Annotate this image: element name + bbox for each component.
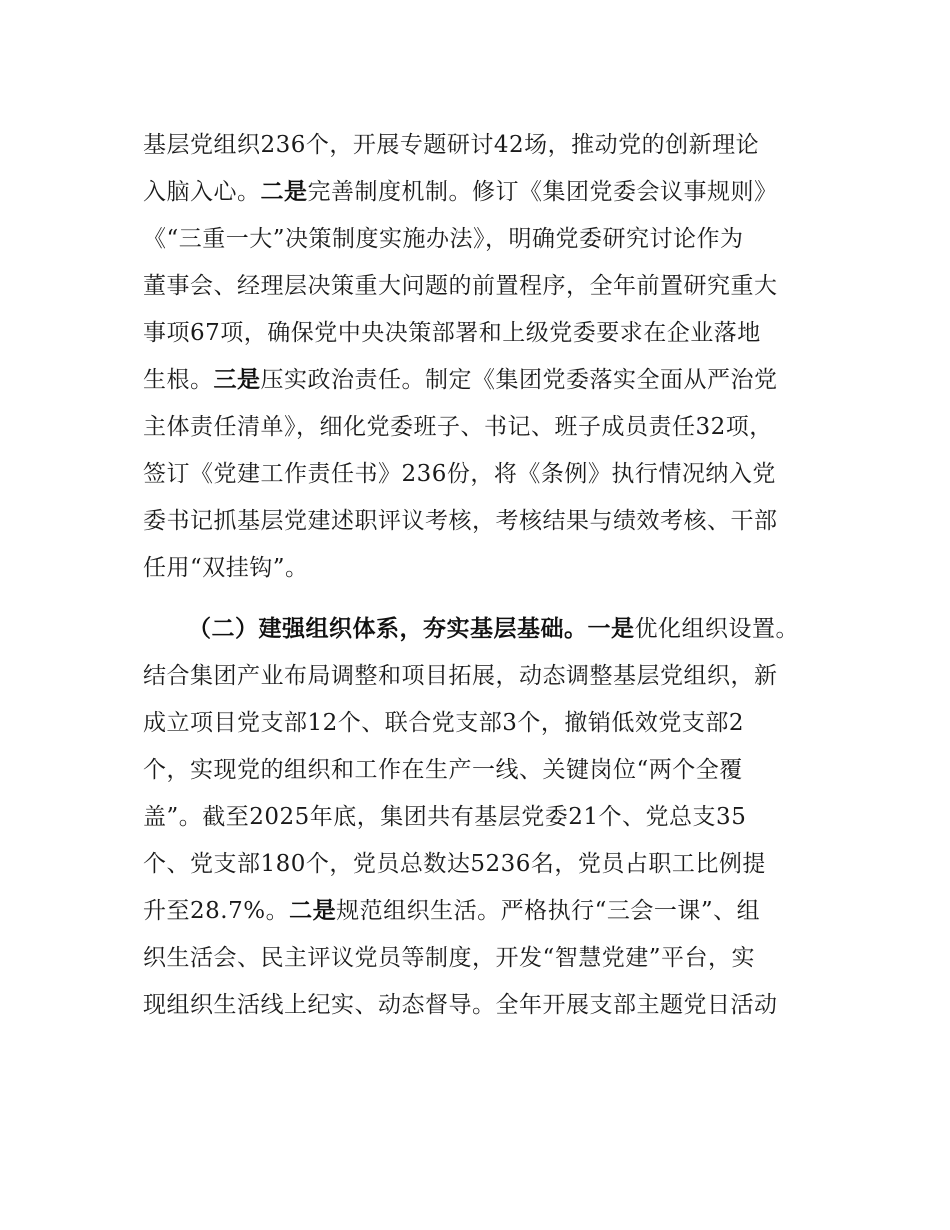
text-line	[143, 271, 823, 301]
text-run: 主体责任清单》，细化党委班子、书记、班子成员责任32项，	[143, 414, 773, 440]
text-line	[143, 661, 823, 691]
text-line	[143, 943, 823, 973]
text-line	[143, 896, 823, 926]
text-line	[143, 224, 823, 254]
bold-text-run: 三是	[213, 367, 261, 393]
text-line	[143, 412, 823, 442]
text-line	[143, 755, 823, 785]
bold-text-run: 二是	[260, 179, 308, 205]
text-line	[143, 990, 823, 1020]
text-line	[143, 802, 823, 832]
section-heading-line	[188, 614, 868, 644]
bold-text-run: 二是	[289, 898, 337, 924]
text-run: 升至28.7%。	[143, 898, 290, 924]
text-line	[143, 506, 823, 536]
text-run: 个、党支部180个，党员总数达5236名，党员占职工比例提	[143, 851, 766, 877]
text-run: 任用“双挂钩”。	[143, 555, 309, 581]
text-line	[143, 130, 823, 160]
text-run: 《“三重一大”决策制度实施办法》，明确党委研究讨论作为	[143, 226, 744, 252]
section-heading: （二）建强组织体系，夯实基层基础。一是	[188, 616, 635, 642]
text-run: 委书记抓基层党建述职评议考核，考核结果与绩效考核、干部	[143, 508, 778, 534]
text-run: 个，实现党的组织和工作在生产一线、关键岗位“两个全覆	[143, 757, 743, 783]
text-line	[143, 318, 823, 348]
text-line	[143, 553, 823, 583]
text-run: 织生活会、民主评议党员等制度，开发“智慧党建”平台，实	[143, 945, 756, 971]
text-run: 成立项目党支部12个、联合党支部3个，撤销低效党支部2	[143, 710, 745, 736]
text-run: 董事会、经理层决策重大问题的前置程序，全年前置研究重大	[143, 273, 778, 299]
text-line	[143, 365, 823, 395]
text-run: 基层党组织236个，开展专题研讨42场，推动党的创新理论	[143, 132, 760, 158]
text-run: 压实政治责任。制定《集团党委落实全面从严治党	[260, 367, 778, 393]
text-run: 规范组织生活。严格执行“三会一课”、组	[336, 898, 761, 924]
text-run: 现组织生活线上纪实、动态督导。全年开展支部主题党日活动	[143, 992, 778, 1018]
text-run: 结合集团产业布局调整和项目拓展，动态调整基层党组织，新	[143, 663, 778, 689]
text-run: 优化组织设置。	[634, 616, 799, 642]
text-run: 完善制度机制。修订《集团党委会议事规则》	[307, 179, 778, 205]
text-run: 入脑入心。	[143, 179, 261, 205]
text-line	[143, 177, 823, 207]
text-run: 盖”。截至2025年底，集团共有基层党委21个、党总支35	[143, 804, 747, 830]
text-line	[143, 459, 823, 489]
text-run: 签订《党建工作责任书》236份，将《条例》执行情况纳入党	[143, 461, 776, 487]
text-run: 生根。	[143, 367, 214, 393]
text-run: 事项67项，确保党中央决策部署和上级党委要求在企业落地	[143, 320, 761, 346]
text-line	[143, 849, 823, 879]
text-line	[143, 708, 823, 738]
